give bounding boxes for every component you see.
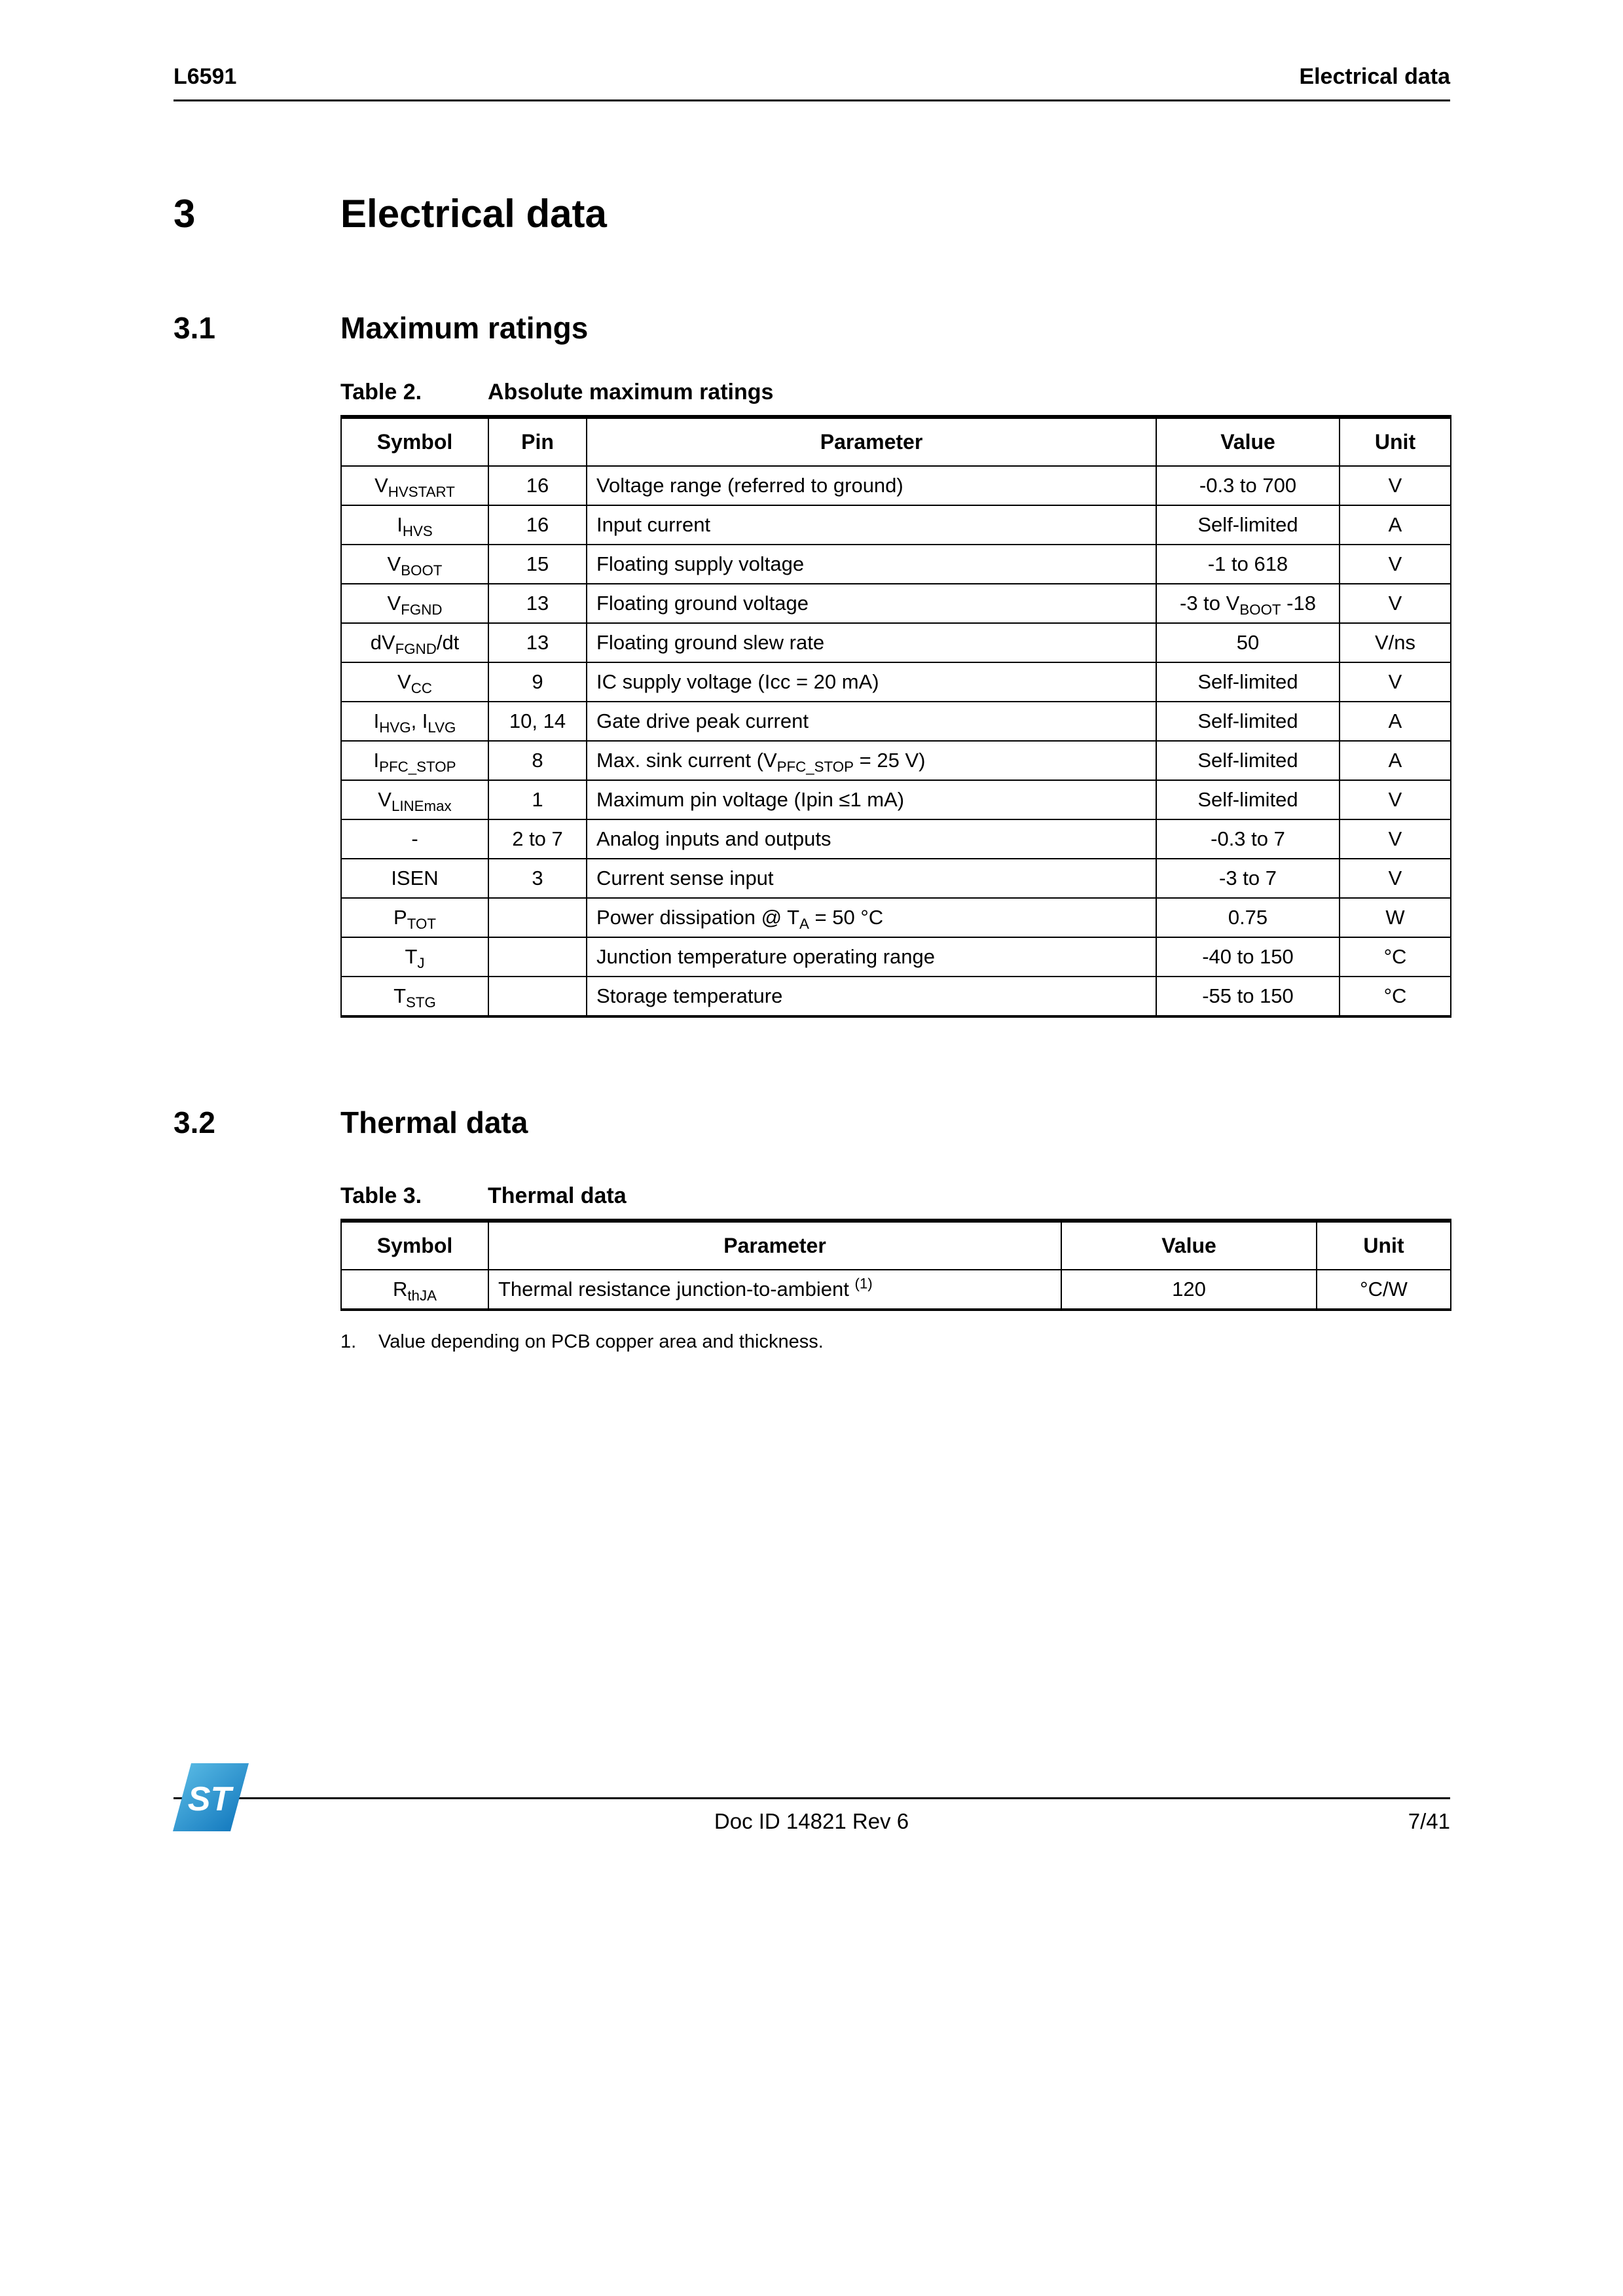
table2-cell-symbol: $T_J$ xyxy=(341,937,488,977)
section-3-heading xyxy=(173,191,607,236)
footer-rule xyxy=(173,1797,1450,1799)
footnote-1 xyxy=(340,1331,824,1353)
column-header: Symbol xyxy=(341,417,488,466)
table3-caption xyxy=(340,1183,627,1209)
table2-cell-symbol: $V_{BOOT}$ xyxy=(341,545,488,584)
footnote-number: 1. xyxy=(340,1331,357,1352)
table2-cell-pin: 15 xyxy=(488,545,587,584)
table2-cell-unit: V xyxy=(1340,466,1451,505)
table2-cell-parameter: Power dissipation @ $T_A = 50$ °C xyxy=(587,898,1156,937)
table3-body xyxy=(341,1270,1451,1310)
section-title: Electrical data xyxy=(340,192,607,236)
table2-cell-unit: V xyxy=(1340,819,1451,859)
header-chapter-title: Electrical data xyxy=(1299,64,1450,89)
table-row xyxy=(341,780,1451,819)
table-row xyxy=(341,859,1451,898)
table3-cell-unit: °C/W xyxy=(1317,1270,1451,1310)
table2-cell-parameter: IC supply voltage (Icc = 20 mA) xyxy=(587,662,1156,702)
table2-cell-unit: W xyxy=(1340,898,1451,937)
table2-cell-pin: 2 to 7 xyxy=(488,819,587,859)
table-row xyxy=(341,937,1451,977)
st-logo-text: ST xyxy=(187,1780,232,1818)
section-number: 3.2 xyxy=(173,1105,215,1139)
table-row xyxy=(341,466,1451,505)
table2-body xyxy=(341,466,1451,1016)
table3-head xyxy=(341,1221,1451,1270)
table2-cell-symbol: - xyxy=(341,819,488,859)
table2-cell-symbol: $V_{FGND}$ xyxy=(341,584,488,623)
table2-cell-symbol: $V_{HVSTART}$ xyxy=(341,466,488,505)
table2-cell-unit: °C xyxy=(1340,977,1451,1016)
table-row xyxy=(341,977,1451,1016)
table3-header-row xyxy=(341,1221,1451,1270)
table2-cell-parameter: Junction temperature operating range xyxy=(587,937,1156,977)
footer-page-number: 7/41 xyxy=(1408,1809,1450,1833)
table-row xyxy=(341,819,1451,859)
column-header: Pin xyxy=(488,417,587,466)
table2-cell-value: -0.3 to 700 xyxy=(1156,466,1340,505)
column-header: Parameter xyxy=(587,417,1156,466)
section-number: 3.1 xyxy=(173,311,215,345)
table2-cell-value: Self-limited xyxy=(1156,780,1340,819)
table-row xyxy=(341,741,1451,780)
table-caption-label: Table 3. xyxy=(340,1183,422,1208)
table2-cell-value: -40 to 150 xyxy=(1156,937,1340,977)
table2-cell-unit: A xyxy=(1340,741,1451,780)
table2-cell-pin: 1 xyxy=(488,780,587,819)
table2-cell-value: -0.3 to 7 xyxy=(1156,819,1340,859)
table2-header-row xyxy=(341,417,1451,466)
table2-cell-parameter: Storage temperature xyxy=(587,977,1156,1016)
table2-cell-pin: 16 xyxy=(488,505,587,545)
table2-cell-value: Self-limited xyxy=(1156,702,1340,741)
footer-doc-id: Doc ID 14821 Rev 6 xyxy=(714,1809,909,1833)
table2-cell-symbol: $P_{TOT}$ xyxy=(341,898,488,937)
table2-cell-symbol: $I_{HVS}$ xyxy=(341,505,488,545)
table2-cell-symbol: $V_{LINEmax}$ xyxy=(341,780,488,819)
section-number: 3 xyxy=(173,192,196,236)
table2-cell-parameter: Input current xyxy=(587,505,1156,545)
table2-cell-parameter: Gate drive peak current xyxy=(587,702,1156,741)
column-header: Value xyxy=(1156,417,1340,466)
section-title: Maximum ratings xyxy=(340,311,589,345)
table2-cell-value: -3 to 7 xyxy=(1156,859,1340,898)
table2-cell-parameter: Floating supply voltage xyxy=(587,545,1156,584)
table-row xyxy=(341,505,1451,545)
table-row xyxy=(341,1270,1451,1310)
table2-cell-pin: 16 xyxy=(488,466,587,505)
column-header: Parameter xyxy=(488,1221,1061,1270)
table2-cell-unit: V/ns xyxy=(1340,623,1451,662)
table-row xyxy=(341,623,1451,662)
header-rule xyxy=(173,99,1450,101)
table2-cell-unit: V xyxy=(1340,584,1451,623)
table2-cell-value: Self-limited xyxy=(1156,505,1340,545)
table2-cell-value: -3 to $V_{BOOT}$ -18 xyxy=(1156,584,1340,623)
table2-cell-symbol: $I_{PFC\_STOP}$ xyxy=(341,741,488,780)
table3-cell-value: 120 xyxy=(1061,1270,1317,1310)
header-part-number: L6591 xyxy=(173,64,237,89)
table-row xyxy=(341,545,1451,584)
table-row xyxy=(341,702,1451,741)
section-3-2-heading xyxy=(173,1105,528,1140)
table2-cell-pin: 13 xyxy=(488,584,587,623)
table2-cell-pin: 3 xyxy=(488,859,587,898)
table2-cell-pin: 8 xyxy=(488,741,587,780)
table2-caption xyxy=(340,380,773,405)
section-3-1-heading xyxy=(173,310,588,346)
page-header xyxy=(173,64,1450,90)
table2-cell-value: Self-limited xyxy=(1156,662,1340,702)
table2-cell-symbol: $V_{CC}$ xyxy=(341,662,488,702)
table2-cell-symbol: $I_{HVG}$, $I_{LVG}$ xyxy=(341,702,488,741)
table2-cell-pin xyxy=(488,937,587,977)
table2-cell-parameter: Floating ground voltage xyxy=(587,584,1156,623)
table2-cell-symbol: ISEN xyxy=(341,859,488,898)
table2-cell-parameter: Max. sink current ($V_{PFC\_STOP} = 25$ V) xyxy=(587,741,1156,780)
table2-cell-value: -55 to 150 xyxy=(1156,977,1340,1016)
section-title: Thermal data xyxy=(340,1105,528,1139)
table2-head xyxy=(341,417,1451,466)
table-caption-label: Table 2. xyxy=(340,380,422,404)
table2-cell-parameter: Floating ground slew rate xyxy=(587,623,1156,662)
table2-cell-unit: V xyxy=(1340,545,1451,584)
table2-cell-unit: V xyxy=(1340,780,1451,819)
table-caption-title: Thermal data xyxy=(488,1183,627,1208)
table2-cell-pin xyxy=(488,898,587,937)
column-header: Unit xyxy=(1317,1221,1451,1270)
column-header: Unit xyxy=(1340,417,1451,466)
table2-cell-pin xyxy=(488,977,587,1016)
table2-cell-parameter: Maximum pin voltage (Ipin ≤1 mA) xyxy=(587,780,1156,819)
column-header: Symbol xyxy=(341,1221,488,1270)
table2-cell-value: 0.75 xyxy=(1156,898,1340,937)
table2-cell-value: Self-limited xyxy=(1156,741,1340,780)
table3-cell-parameter: Thermal resistance junction-to-ambient $^{(1)}$ xyxy=(488,1270,1061,1310)
footnote-text: Value depending on PCB copper area and thickness. xyxy=(378,1331,824,1352)
absolute-maximum-ratings-table xyxy=(340,415,1451,1018)
table2-cell-pin: 10, 14 xyxy=(488,702,587,741)
column-header: Value xyxy=(1061,1221,1317,1270)
table2-cell-parameter: Analog inputs and outputs xyxy=(587,819,1156,859)
table2-cell-parameter: Voltage range (referred to ground) xyxy=(587,466,1156,505)
table3-cell-symbol: $R_{thJA}$ xyxy=(341,1270,488,1310)
table2-cell-unit: A xyxy=(1340,702,1451,741)
table-row xyxy=(341,662,1451,702)
table2-cell-parameter: Current sense input xyxy=(587,859,1156,898)
table2-cell-unit: V xyxy=(1340,859,1451,898)
table-caption-title: Absolute maximum ratings xyxy=(488,380,774,404)
table2-cell-pin: 13 xyxy=(488,623,587,662)
table-row xyxy=(341,898,1451,937)
table2-cell-unit: °C xyxy=(1340,937,1451,977)
table2-cell-pin: 9 xyxy=(488,662,587,702)
table2-cell-value: -1 to 618 xyxy=(1156,545,1340,584)
table2-cell-unit: V xyxy=(1340,662,1451,702)
table2-cell-symbol: $T_{STG}$ xyxy=(341,977,488,1016)
thermal-data-table xyxy=(340,1219,1451,1311)
table2-cell-symbol: $dV_{FGND}/dt$ xyxy=(341,623,488,662)
table-row xyxy=(341,584,1451,623)
table2-cell-value: 50 xyxy=(1156,623,1340,662)
table2-cell-unit: A xyxy=(1340,505,1451,545)
